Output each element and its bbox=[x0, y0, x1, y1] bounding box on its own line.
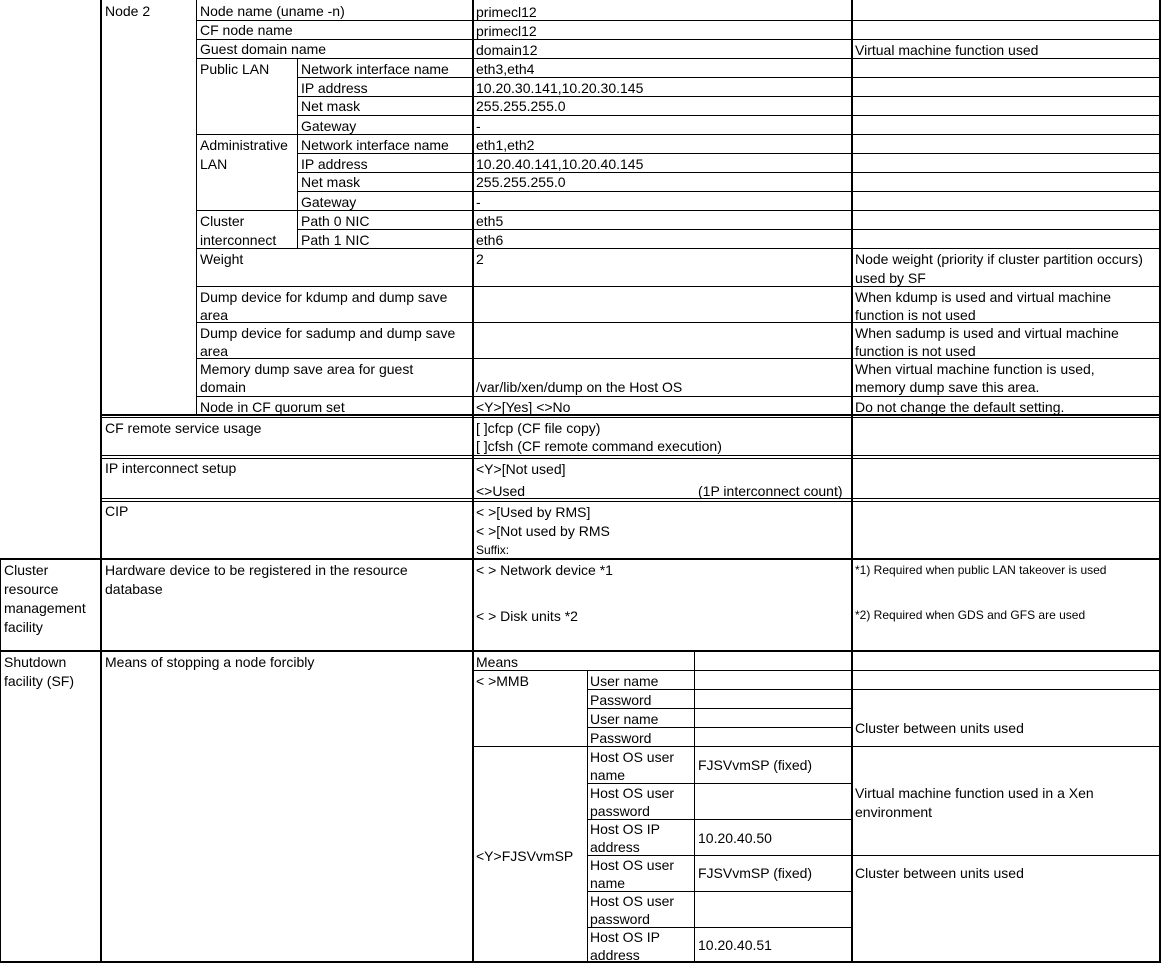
path0-value: eth5 bbox=[476, 213, 504, 229]
section-label: facility (SF) bbox=[4, 673, 74, 689]
group-label: Administrative bbox=[200, 137, 288, 153]
grid-line bbox=[196, 0, 197, 415]
grid-line bbox=[101, 458, 1160, 459]
means-header: Means bbox=[476, 654, 519, 670]
fjsvvmsp-option: <Y>FJSVvmSP bbox=[476, 848, 574, 864]
grid-line bbox=[100, 0, 102, 963]
grid-line bbox=[197, 39, 1160, 40]
grid-line bbox=[474, 670, 1160, 671]
cip-suffix: Suffix: bbox=[476, 543, 510, 557]
group-label: interconnect bbox=[200, 232, 277, 248]
row-label: Weight bbox=[200, 251, 244, 267]
node-label: Node 2 bbox=[105, 3, 151, 19]
field-label: name bbox=[590, 767, 626, 783]
grid-line bbox=[694, 651, 695, 963]
section-label: resource bbox=[4, 581, 59, 597]
field-label: Host OS IP bbox=[590, 821, 661, 837]
public-nif-value: eth3,eth4 bbox=[476, 61, 535, 77]
cf-remote-option: [ ]cfsh (CF remote command execution) bbox=[476, 438, 722, 454]
group-label: Cluster bbox=[200, 213, 245, 229]
field-label: Host OS IP bbox=[590, 929, 661, 945]
field-label: password bbox=[590, 911, 650, 927]
crm-note: *1) Required when public LAN takeover is used bbox=[855, 563, 1107, 577]
ip-interconnect-count: (1P interconnect count) bbox=[698, 483, 843, 499]
row-note: Node weight (priority if cluster partition occurs) bbox=[855, 251, 1143, 267]
mmb-note: Cluster between units used bbox=[855, 720, 1024, 736]
grid-line bbox=[0, 650, 1160, 652]
row-label: Network interface name bbox=[301, 137, 449, 153]
row-label: Node in CF quorum set bbox=[200, 399, 345, 415]
section-label: facility bbox=[4, 619, 43, 635]
grid-line bbox=[101, 455, 1160, 456]
row-note: function is not used bbox=[855, 307, 976, 323]
field-label: Host OS user bbox=[590, 749, 675, 765]
mmb-option: < >MMB bbox=[476, 673, 529, 689]
row-label: Guest domain name bbox=[200, 41, 327, 57]
row-label: Path 1 NIC bbox=[301, 232, 370, 248]
row-note: memory dump save this area. bbox=[855, 379, 1040, 395]
row-label: IP address bbox=[301, 80, 368, 96]
row-note: used by SF bbox=[855, 270, 926, 286]
cf-node-name-value: primecl12 bbox=[476, 23, 537, 39]
cf-remote-option: [ ]cfcp (CF file copy) bbox=[476, 420, 601, 436]
cf-remote-label: CF remote service usage bbox=[105, 420, 262, 436]
field-label: name bbox=[590, 875, 626, 891]
node-name-value: primecl12 bbox=[476, 4, 537, 20]
row-note: When kdump is used and virtual machine bbox=[855, 289, 1112, 305]
public-gateway-value: - bbox=[476, 118, 481, 134]
row-label: Gateway bbox=[301, 194, 357, 210]
grid-line bbox=[0, 558, 1, 963]
row-note: Virtual machine function used bbox=[855, 42, 1039, 58]
row-note: function is not used bbox=[855, 343, 976, 359]
grid-line bbox=[101, 498, 1160, 499]
grid-line bbox=[474, 746, 1160, 747]
xen-note: environment bbox=[855, 804, 933, 820]
row-label: area bbox=[200, 307, 229, 323]
grid-line bbox=[298, 229, 1160, 230]
row-note: Do not change the default setting. bbox=[855, 399, 1065, 415]
guest-domain-value: domain12 bbox=[476, 42, 538, 58]
field-label: Password bbox=[590, 730, 652, 746]
grid-line bbox=[472, 0, 474, 963]
row-label: CF node name bbox=[200, 22, 293, 38]
field-label: Host OS user bbox=[590, 857, 675, 873]
grid-line bbox=[197, 396, 1160, 397]
public-mask-value: 255.255.255.0 bbox=[476, 98, 566, 114]
grid-line bbox=[197, 358, 1160, 359]
fjsvvmsp-note: Cluster between units used bbox=[855, 865, 1024, 881]
ip-interconnect-option: <Y>[Not used] bbox=[476, 461, 566, 477]
grid-line bbox=[298, 172, 1160, 173]
row-label: Network interface name bbox=[301, 61, 449, 77]
row-label: Dump device for kdump and dump save bbox=[200, 289, 448, 305]
field-label: User name bbox=[590, 711, 659, 727]
row-label: Path 0 NIC bbox=[301, 213, 370, 229]
admin-mask-value: 255.255.255.0 bbox=[476, 174, 566, 190]
row-label: Net mask bbox=[301, 98, 361, 114]
grid-line bbox=[197, 322, 1160, 323]
field-label: password bbox=[590, 803, 650, 819]
row-note: When virtual machine function is used, bbox=[855, 361, 1095, 377]
crm-option: < > Network device *1 bbox=[476, 562, 613, 578]
row-label: Memory dump save area for guest bbox=[200, 361, 414, 377]
field-label: Password bbox=[590, 692, 652, 708]
grid-line bbox=[588, 689, 1160, 690]
ip-interconnect-label: IP interconnect setup bbox=[105, 460, 237, 476]
group-label: LAN bbox=[200, 156, 228, 172]
field-label: address bbox=[590, 947, 640, 963]
field-label: address bbox=[590, 839, 640, 855]
cip-option: < >[Used by RMS] bbox=[476, 504, 591, 520]
row-label: Dump device for sadump and dump save bbox=[200, 325, 456, 341]
row-label: IP address bbox=[301, 156, 368, 172]
row-label: Net mask bbox=[301, 174, 361, 190]
host-ip-value: 10.20.40.51 bbox=[698, 937, 772, 953]
grid-line bbox=[101, 501, 1160, 502]
host-user-value: FJSVvmSP (fixed) bbox=[698, 757, 813, 773]
grid-line bbox=[298, 96, 1160, 97]
host-user-value: FJSVvmSP (fixed) bbox=[698, 865, 813, 881]
admin-ip-value: 10.20.40.141,10.20.40.145 bbox=[476, 156, 644, 172]
grid-line bbox=[587, 670, 588, 963]
group-label: Public LAN bbox=[200, 61, 270, 77]
grid-line bbox=[298, 191, 1160, 192]
crm-note: *2) Required when GDS and GFS are used bbox=[855, 608, 1086, 622]
field-label: Host OS user bbox=[590, 893, 675, 909]
weight-value: 2 bbox=[476, 251, 484, 267]
row-label: Node name (uname -n) bbox=[200, 3, 345, 19]
row-label: area bbox=[200, 343, 229, 359]
cip-label: CIP bbox=[105, 503, 129, 519]
section-label: management bbox=[4, 600, 86, 616]
section-label: Shutdown bbox=[4, 654, 67, 670]
ip-interconnect-option: <>Used bbox=[476, 483, 526, 499]
host-ip-value: 10.20.40.50 bbox=[698, 830, 772, 846]
crm-option: < > Disk units *2 bbox=[476, 608, 578, 624]
admin-nif-value: eth1,eth2 bbox=[476, 137, 535, 153]
grid-line bbox=[298, 115, 1160, 116]
field-label: Host OS user bbox=[590, 785, 675, 801]
public-ip-value: 10.20.30.141,10.20.30.145 bbox=[476, 80, 644, 96]
admin-gateway-value: - bbox=[476, 194, 481, 210]
grid-line bbox=[101, 417, 1160, 418]
row-label: Gateway bbox=[301, 118, 357, 134]
grid-line bbox=[851, 0, 853, 963]
row-label: domain bbox=[200, 379, 246, 395]
grid-line bbox=[197, 20, 1160, 21]
memory-dump-value: /var/lib/xen/dump on the Host OS bbox=[476, 379, 683, 395]
crm-item-label: database bbox=[105, 581, 163, 597]
field-label: User name bbox=[590, 673, 659, 689]
row-note: When sadump is used and virtual machine bbox=[855, 325, 1119, 341]
quorum-value: <Y>[Yes] <>No bbox=[476, 399, 571, 415]
xen-note: Virtual machine function used in a Xen bbox=[855, 785, 1094, 801]
grid-line bbox=[197, 286, 1160, 287]
grid-line bbox=[0, 558, 1160, 560]
section-label: Cluster bbox=[4, 562, 49, 578]
sf-item-label: Means of stopping a node forcibly bbox=[105, 654, 315, 670]
path1-value: eth6 bbox=[476, 232, 504, 248]
cip-option: < >[Not used by RMS bbox=[476, 523, 610, 539]
crm-item-label: Hardware device to be registered in the resource bbox=[105, 562, 408, 578]
